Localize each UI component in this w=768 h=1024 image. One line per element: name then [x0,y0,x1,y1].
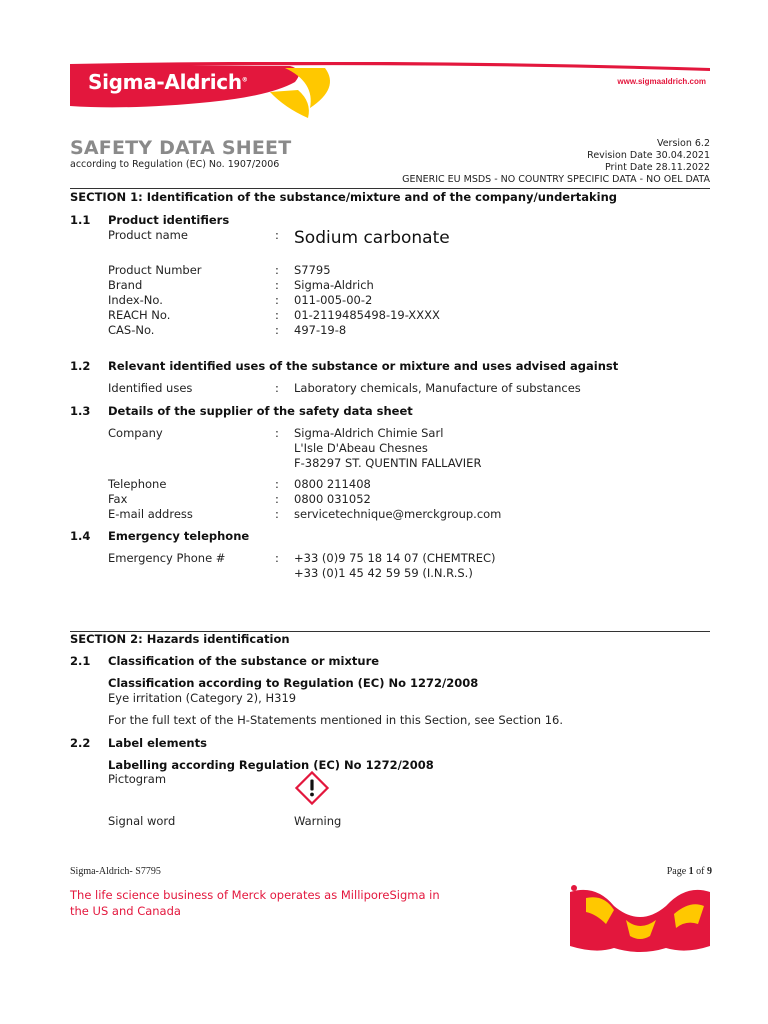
colon: : [275,293,279,307]
identified-uses-value: Laboratory chemicals, Manufacture of substances [294,381,581,395]
subsection-title: Details of the supplier of the safety data sheet [108,404,413,418]
colon: : [275,263,279,277]
product-name: Sodium carbonate [294,228,450,248]
subsection-title: Classification of the substance or mixture [108,654,380,668]
company-label: Company [108,426,163,440]
section-divider [70,188,710,189]
cas-no-value: 497-19-8 [294,323,347,337]
brand-value: Sigma-Aldrich [294,278,374,292]
colon: : [275,228,279,242]
brand-label: Brand [108,278,143,292]
product-name-label: Product name [108,228,188,242]
subsection-number: 1.3 [70,404,91,418]
email-label: E-mail address [108,507,193,521]
product-number-value: S7795 [294,263,331,277]
subsection-number: 1.4 [70,529,91,543]
identified-uses-label: Identified uses [108,381,193,395]
colon: : [275,492,279,506]
fax-label: Fax [108,492,128,506]
section-1-title: SECTION 1: Identification of the substance/mixture and of the company/undertaking [70,190,618,204]
fax-value: 0800 031052 [294,492,371,506]
signal-word-label: Signal word [108,814,176,828]
page-current: 1 [688,866,694,877]
reach-no-label: REACH No. [108,308,171,322]
footer-product-ref: Sigma-Aldrich- S7795 [70,866,161,877]
merck-logo-icon [566,884,714,956]
email-link[interactable]: servicetechnique@merckgroup.com [294,507,502,521]
labelling-heading: Labelling according Regulation (EC) No 1272/2008 [108,758,434,772]
pictogram-label: Pictogram [108,772,167,786]
merck-notice-line: the US and Canada [70,904,181,918]
page-total: 9 [707,866,712,877]
version: Version 6.2 [656,138,710,149]
colon: : [275,323,279,337]
subsection-number: 1.2 [70,359,91,373]
exclamation-mark-hazard-icon [294,770,330,806]
colon: : [275,426,279,440]
subsection-title: Relevant identified uses of the substance or mixture and uses advised against [108,359,619,373]
product-number-label: Product Number [108,263,202,277]
index-no-label: Index-No. [108,293,163,307]
classification-text: Eye irritation (Category 2), H319 [108,691,297,705]
telephone-value: 0800 211408 [294,477,371,491]
colon: : [275,381,279,395]
subsection-title: Product identifiers [108,213,230,227]
colon: : [275,308,279,322]
print-date: Print Date 28.11.2022 [605,162,710,173]
colon: : [275,278,279,292]
regulation-subtitle: according to Regulation (EC) No. 1907/2006 [70,159,280,170]
emergency-phone-label: Emergency Phone # [108,551,226,565]
scope-note: GENERIC EU MSDS - NO COUNTRY SPECIFIC DATA - NO OEL DATA [402,174,710,185]
reach-no-value: 01-2119485498-19-XXXX [294,308,440,322]
document-title: SAFETY DATA SHEET [70,137,292,159]
h-statements-note: For the full text of the H-Statements mentioned in this Section, see Section 16. [108,713,564,727]
subsection-number: 1.1 [70,213,91,227]
page-prefix: Page [666,866,687,877]
section-2-title: SECTION 2: Hazards identification [70,632,290,646]
cas-no-label: CAS-No. [108,323,155,337]
classification-heading: Classification according to Regulation (EC) No 1272/2008 [108,676,479,690]
subsection-number: 2.1 [70,654,91,668]
emergency-phone: +33 (0)9 75 18 14 07 (CHEMTREC) [294,551,496,565]
website-url[interactable]: www.sigmaaldrich.com [617,77,706,86]
merck-notice-line: The life science business of Merck operates as MilliporeSigma in [70,888,440,902]
company-line: F-38297 ST. QUENTIN FALLAVIER [294,456,482,470]
brand-logo: Sigma-Aldrich® [88,70,248,94]
colon: : [275,551,279,565]
signal-word-value: Warning [294,814,342,828]
revision-date: Revision Date 30.04.2021 [587,150,710,161]
subsection-number: 2.2 [70,736,91,750]
page-of: of [696,866,705,877]
page-indicator [667,866,712,877]
index-no-value: 011-005-00-2 [294,293,373,307]
subsection-title: Label elements [108,736,207,750]
telephone-label: Telephone [108,477,167,491]
emergency-phone: +33 (0)1 45 42 59 59 (I.N.R.S.) [294,566,473,580]
subsection-title: Emergency telephone [108,529,250,543]
colon: : [275,477,279,491]
colon: : [275,507,279,521]
company-line: Sigma-Aldrich Chimie Sarl [294,426,444,440]
company-line: L'Isle D'Abeau Chesnes [294,441,428,455]
